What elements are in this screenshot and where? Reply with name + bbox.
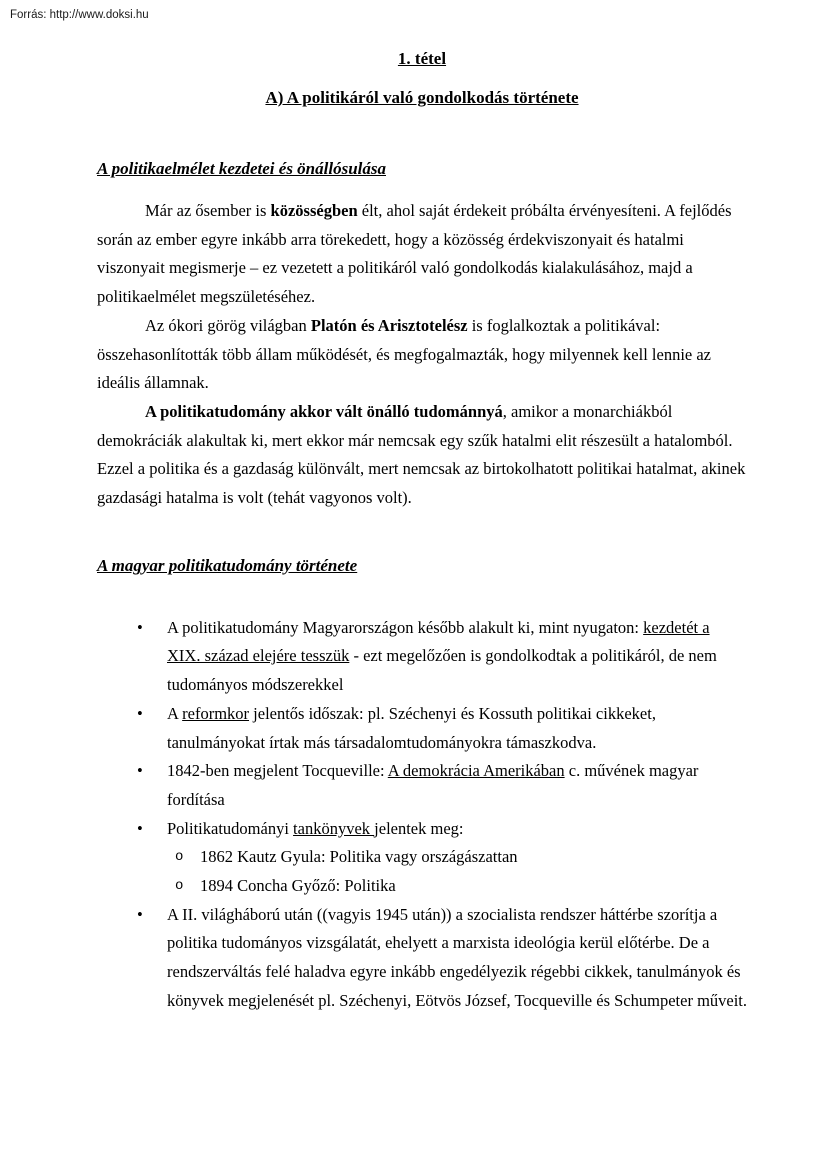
section-heading-hungarian: A magyar politikatudomány története [97,555,358,575]
list-item [97,757,747,814]
list-item [97,815,747,844]
bullet-icon: • [137,703,143,723]
paragraph: A politikatudomány akkor vált önálló tudománnyá, amikor a monarchiákból demokráciák alakultak ki, mert ekkor már nemcsak egy szűk hatalmi elit részesült a hatalomból. Ezzel a politika és a gazdaság különvált, mert nemcsak az birtokolhatott politikai hatalmat, akinek gazdasági hatalma is volt (tehát vagyonos volt). [97,401,746,508]
document-body [97,0,747,1016]
list-item-text: A II. világháború után ((vagyis 1945 után)) a szocialista rendszer háttérbe szorítja a politika tudományos vizsgálatát, ehelyett a marxista ideológia kerül előtérbe. De a rendszerváltás felé haladva egyre inkább engedélyezik régebbi cikkek, tanulmányok és könyvek megjelenését pl. Széchenyi, Eötvös József, Tocqueville és Schumpeter műveit. [167,904,748,1010]
page-title: 1. tétel [397,49,447,68]
circle-bullet-icon: o [175,849,184,866]
list-item-text: A politikatudomány Magyarországon később alakult ki, mint nyugaton: kezdetét a XIX. század elejére tesszük - ezt megelőzően is gondolkodtak a politikáról, de nem tudományos módszerekkel [167,617,717,695]
bullet-list [97,614,747,1016]
list-item-text: 1894 Concha Győző: Politika [200,876,396,896]
list-item-text: 1862 Kautz Gyula: Politika vagy országászattan [200,847,518,867]
bullet-icon: • [137,818,143,838]
list-item [97,614,747,700]
section-body-beginnings [97,197,747,513]
list-item-text: A reformkor jelentős időszak: pl. Széchenyi és Kossuth politikai cikkeket, tanulmányokat írtak más társadalomtudományokra támaszkodva. [167,703,656,752]
bullet-icon: • [137,761,143,781]
sub-list-item [97,872,747,901]
bullet-icon: • [137,617,143,637]
list-item-text: Politikatudományi tankönyvek jelentek meg: [167,818,464,838]
bullet-icon: • [137,904,143,924]
sub-list-item [97,843,747,872]
list-item-text: 1842-ben megjelent Tocqueville: A demokrácia Amerikában c. művének magyar fordítása [167,761,699,809]
list-item [97,901,747,1016]
section-heading-beginnings: A politikaelmélet kezdetei és önállósulása [97,159,386,178]
paragraph: Az ókori görög világban Platón és Arisztotelész is foglalkoztak a politikával: összehasonlították több állam működését, és megfogalmazták, hogy milyennek kell lennie az ideális államnak. [97,315,711,393]
list-item [97,700,747,757]
page-subtitle: A) A politikáról való gondolkodás története [265,88,579,107]
circle-bullet-icon: o [175,878,184,895]
source-url-note: Forrás: http://www.doksi.hu [10,9,149,21]
paragraph: Már az ősember is közösségben élt, ahol saját érdekeit próbálta érvényesíteni. A fejlődés során az ember egyre inkább arra törekedett, hogy a közösség érdekviszonyait és hatalmi viszonyait megismerje – ez vezetett a politikáról való gondolkodás kialakulásához, majd a politikaelmélet megszületéséhez. [97,201,732,307]
